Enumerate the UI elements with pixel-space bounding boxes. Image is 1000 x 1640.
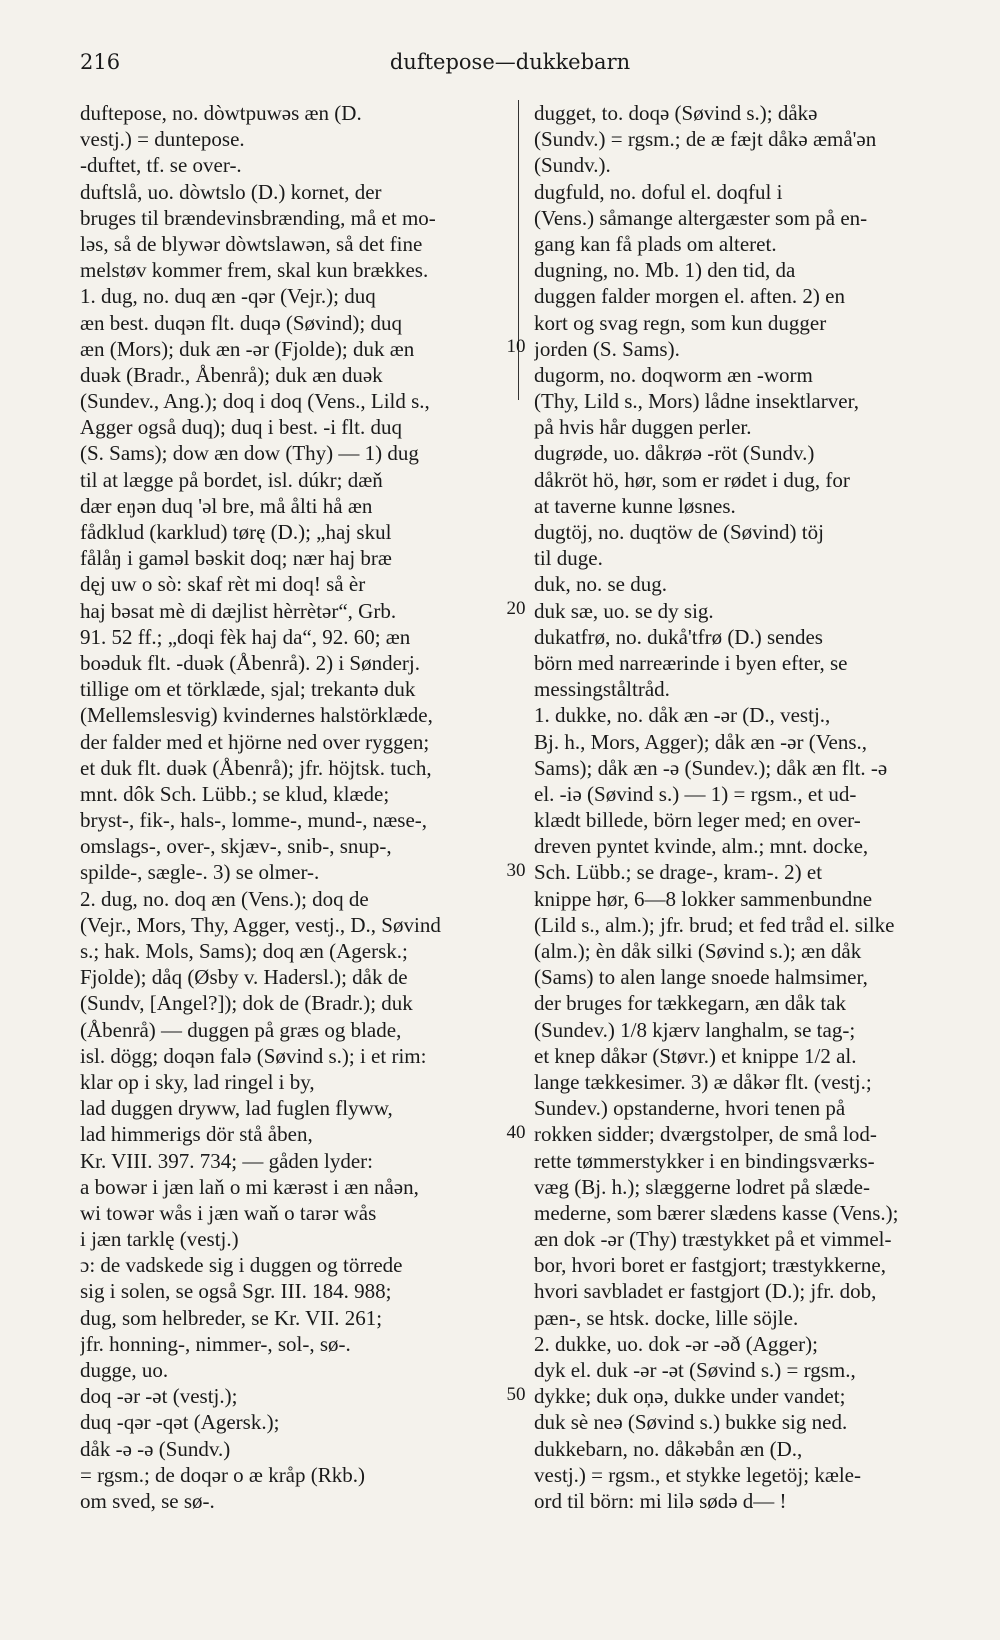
text-line: lad duggen dryww, lad fuglen flyww, <box>80 1096 393 1121</box>
text-line: (Thy, Lild s., Mors) lådne insektlarver, <box>534 389 859 414</box>
text-line: æn best. duqən flt. duqə (Søvind); duq <box>80 310 402 335</box>
text-line: Fjolde); dåq (Øsby v. Hadersl.); dåk de <box>80 965 408 990</box>
text-line: melstøv kommer frem, skal kun brækkes. <box>80 258 429 283</box>
text-line: = rgsm.; de doqər o æ kråp (Rkb.) <box>80 1462 365 1487</box>
text-line: boəduk flt. -duək (Åbenrå). 2) i Sønderj. <box>80 650 420 675</box>
text-line: dugfuld, no. doful el. doqful i <box>534 179 783 204</box>
text-line: i jæn tarklę (vestj.) <box>80 1227 239 1252</box>
text-line: lange tækkesimer. 3) æ dåkər flt. (vestj.; <box>534 1069 872 1094</box>
line-number: 40 <box>506 1122 526 1143</box>
right-column <box>534 100 952 1514</box>
text-line: gang kan få plads om alteret. <box>534 231 777 256</box>
text-line: 2. dug, no. doq æn (Vens.); doq de <box>80 886 369 911</box>
text-line: ord til börn: mi lilə sødə d— ! <box>534 1488 787 1513</box>
text-line: Sundev.) opstanderne, hvori tenen på <box>534 1096 846 1121</box>
text-line: Bj. h., Mors, Agger); dåk æn -ər (Vens., <box>534 729 868 754</box>
text-line: (Vejr., Mors, Thy, Agger, vestj., D., Søvind <box>80 912 441 937</box>
text-line: dukkebarn, no. dåkəbån æn (D., <box>534 1436 803 1461</box>
text-line: jorden (S. Sams). <box>534 336 680 361</box>
text-line: dugge, uo. <box>80 1358 169 1382</box>
text-line: 1. dug, no. duq æn -qər (Vejr.); duq <box>80 284 376 309</box>
text-line: (S. Sams); dow æn dow (Thy) — 1) dug <box>80 441 419 466</box>
text-line: (Åbenrå) — duggen på græs og blade, <box>80 1017 402 1042</box>
text-line: knippe hør, 6—8 lokker sammenbundne <box>534 886 873 911</box>
line-number: 20 <box>506 598 526 619</box>
text-line: dugrøde, uo. dåkrøə -röt (Sundv.) <box>534 441 815 466</box>
text-line: dugtöj, no. duqtöw de (Søvind) töj <box>534 520 824 544</box>
text-line: (Sundv.) = rgsm.; de æ fæjt dåkə æmå'ən <box>534 127 877 152</box>
text-line: rokken sidder; dværgstolper, de små lod- <box>534 1122 877 1147</box>
text-line: 1. dukke, no. dåk æn -ər (D., vestj., <box>534 703 831 728</box>
text-line: rette tømmerstykker i en bindingsværks- <box>534 1148 875 1173</box>
text-line: (Sams) to alen lange snoede halmsimer, <box>534 965 868 990</box>
text-line: (Mellemslesvig) kvindernes halstörklæde, <box>80 703 433 728</box>
text-line: klar op i sky, lad ringel i by, <box>80 1069 315 1094</box>
text-line: Kr. VIII. 397. 734; — gåden lyder: <box>80 1148 373 1173</box>
text-line: messingståltråd. <box>534 677 670 702</box>
text-line: dukatfrø, no. dukå'tfrø (D.) sendes <box>534 624 823 649</box>
text-line: jfr. honning-, nimmer-, sol-, sø-. <box>80 1331 351 1356</box>
text-line: dugget, to. doqə (Søvind s.); dåkə <box>534 101 818 125</box>
text-line: bor, hvori boret er fastgjort; træstykkerne, <box>534 1253 886 1278</box>
text-line: duggen falder morgen el. aften. 2) en <box>534 284 845 309</box>
text-line: dęj uw o sò: skaf rèt mi doq! så èr <box>80 572 366 597</box>
text-line: s.; hak. Mols, Sams); doq æn (Agersk.; <box>80 939 408 963</box>
text-line: bruges til brændevinsbrænding, må et mo- <box>80 205 436 230</box>
text-line: dreven pyntet kvinde, alm.; mnt. docke, <box>534 834 869 859</box>
text-line: dugorm, no. doqworm æn -worm <box>534 362 813 387</box>
text-line: mnt. dôk Sch. Lübb.; se klud, klæde; <box>80 781 390 806</box>
text-line: der bruges for tækkegarn, æn dåk tak <box>534 991 846 1016</box>
text-line: Sch. Lübb.; se drage-, kram-. 2) et <box>534 860 823 885</box>
page-number: 216 <box>80 50 121 74</box>
text-line: vestj.) = duntepose. <box>80 127 245 152</box>
running-head: duftepose—dukkebarn <box>389 50 631 74</box>
text-line: duftslå, uo. dòwtslo (D.) kornet, der <box>80 179 382 204</box>
text-line: doq -ər -ət (vestj.); <box>80 1384 238 1409</box>
text-line: (Sundv, [Angel?]); dok de (Bradr.); duk <box>80 991 413 1016</box>
text-line: el. -iə (Søvind s.) — 1) = rgsm., et ud- <box>534 781 857 806</box>
text-line: fådklud (karklud) tørę (D.); „haj skul <box>80 520 392 544</box>
text-line: duq -qər -qət (Agersk.); <box>80 1410 280 1435</box>
text-line: kort og svag regn, som kun dugger <box>534 310 827 335</box>
page-header <box>80 50 940 78</box>
line-number: 10 <box>506 336 526 357</box>
text-line: fålåŋ i gaməl bəskit doq; nær haj bræ <box>80 546 392 571</box>
text-line: at taverne kunne løsnes. <box>534 493 736 518</box>
text-line: dær eŋən duq 'əl bre, må ålti hå æn <box>80 493 373 518</box>
text-line: et knep dåkər (Støvr.) et knippe 1/2 al. <box>534 1043 857 1068</box>
text-line: (Sundev., Ang.); doq i doq (Vens., Lild s., <box>80 389 430 414</box>
text-line: sig i solen, se også Sgr. III. 184. 988; <box>80 1279 392 1304</box>
text-line: -duftet, tf. se over-. <box>80 153 242 178</box>
text-line: dåk -ə -ə (Sundv.) <box>80 1436 231 1461</box>
text-line: æn (Mors); duk æn -ər (Fjolde); duk æn <box>80 336 415 361</box>
text-line: pæn-, se htsk. docke, lille söjle. <box>534 1305 799 1330</box>
text-line: (Sundev.) 1/8 kjærv langhalm, se tag-; <box>534 1017 856 1042</box>
text-line: Sams); dåk æn -ə (Sundev.); dåk æn flt. -ə <box>534 755 888 780</box>
text-line: (Lild s., alm.); jfr. brud; et fed tråd el. silke <box>534 912 895 937</box>
text-line: vestj.) = rgsm., et stykke legetöj; kæle- <box>534 1462 861 1487</box>
text-line: 91. 52 ff.; „doqi fèk haj da“, 92. 60; æn <box>80 624 411 649</box>
text-line: til at lægge på bordet, isl. dúkr; dæň <box>80 467 383 492</box>
text-line: tillige om et törklæde, sjal; trekantə duk <box>80 677 416 702</box>
text-line: spilde-, sægle-. 3) se olmer-. <box>80 860 320 885</box>
text-line: bryst-, fik-, hals-, lomme-, mund-, næse-, <box>80 808 428 833</box>
text-line: duk sæ, uo. se dy sig. <box>534 598 714 623</box>
text-line: om sved, se sø-. <box>80 1488 215 1513</box>
text-line: ɔ: de vadskede sig i duggen og törrede <box>80 1253 403 1278</box>
text-line: et duk flt. duək (Åbenrå); jfr. höjtsk. tuch, <box>80 755 432 780</box>
text-line: til duge. <box>534 546 603 571</box>
text-line: duk sè neə (Søvind s.) bukke sig ned. <box>534 1410 848 1435</box>
text-line: dugning, no. Mb. 1) den tid, da <box>534 258 796 283</box>
text-line: dykke; duk oņə, dukke under vandet; <box>534 1384 846 1409</box>
text-line: duk, no. se dug. <box>534 572 667 597</box>
text-line: ləs, så de blywər dòwtslawən, så det fine <box>80 231 423 256</box>
line-number: 30 <box>506 860 526 881</box>
text-line: væg (Bj. h.); slæggerne lodret på slæde- <box>534 1174 870 1199</box>
left-column <box>80 100 498 1514</box>
text-line: dug, som helbreder, se Kr. VII. 261; <box>80 1305 383 1330</box>
text-line: haj bəsat mè di dæjlist hèrrètər“, Grb. <box>80 598 397 623</box>
text-line: a bowər i jæn laň o mi kærəst i æn nåən, <box>80 1174 419 1199</box>
text-line: (alm.); èn dåk silki (Søvind s.); æn dåk <box>534 939 862 963</box>
text-line: 2. dukke, uo. dok -ər -əð (Agger); <box>534 1331 818 1356</box>
text-line: lad himmerigs dör stå åben, <box>80 1122 313 1147</box>
text-line: duək (Bradr., Åbenrå); duk æn duək <box>80 362 383 387</box>
line-number: 50 <box>506 1384 526 1405</box>
text-line: wi towər wås i jæn waň o tarər wås <box>80 1200 377 1225</box>
text-line: æn dok -ər (Thy) træstykket på et vimmel- <box>534 1227 892 1252</box>
text-line: mederne, som bærer slædens kasse (Vens.); <box>534 1200 899 1225</box>
text-line: dyk el. duk -ər -ət (Søvind s.) = rgsm., <box>534 1358 856 1382</box>
text-line: börn med narreærinde i byen efter, se <box>534 650 848 675</box>
text-line: isl. dögg; doqən falə (Søvind s.); i et rim: <box>80 1043 427 1068</box>
text-line: hvori savbladet er fastgjort (D.); jfr. dob, <box>534 1279 877 1304</box>
text-line: der falder med et hjörne ned over ryggen; <box>80 729 430 754</box>
text-line: omslags-, over-, skjæv-, snib-, snup-, <box>80 834 392 859</box>
text-line: på hvis hår duggen perler. <box>534 415 752 440</box>
text-line: klædt billede, börn leger med; en over- <box>534 808 861 833</box>
text-line: Agger også duq); duq i best. -i flt. duq <box>80 415 402 440</box>
text-line: (Vens.) såmange altergæster som på en- <box>534 205 868 230</box>
text-line: duftepose, no. dòwtpuwəs æn (D. <box>80 101 362 125</box>
text-line: dåkröt hö, hør, som er rødet i dug, for <box>534 467 850 492</box>
text-line: (Sundv.). <box>534 153 611 178</box>
